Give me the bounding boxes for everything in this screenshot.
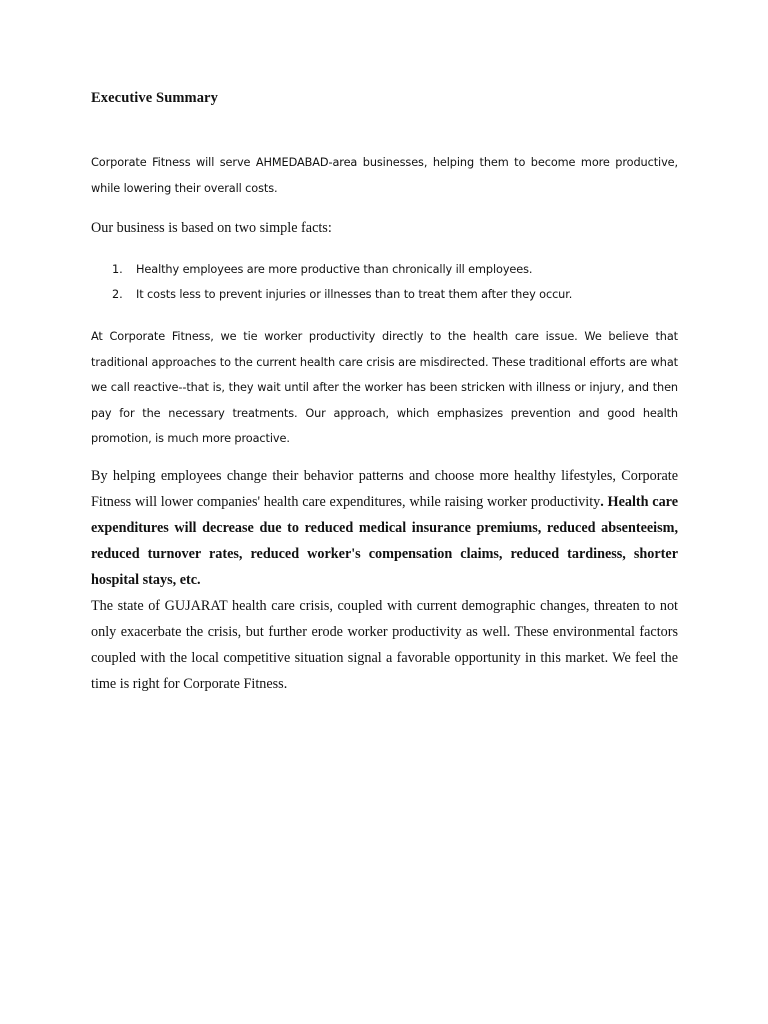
list-item-text: Healthy employees are more productive than chronically ill employees. xyxy=(136,263,533,276)
facts-list xyxy=(91,257,678,307)
benefits-bold-text: . Health care expenditures will decrease due to reduced medical insurance premiums, reduced absenteeism, reduced turnover rates, reduced worker's compensation claims, reduced tardiness, shorter hospital stays, etc. xyxy=(91,494,678,588)
list-item-number: 2. xyxy=(112,288,123,301)
intro-paragraph: Corporate Fitness will serve AHMEDABAD-area businesses, helping them to become more productive, while lowering their overall costs. xyxy=(91,156,678,195)
benefits-paragraph xyxy=(91,463,678,593)
approach-paragraph: At Corporate Fitness, we tie worker productivity directly to the health care issue. We believe that traditional approaches to the current health care crisis are misdirected. These traditional efforts are what we call reactive--that is, they wait until after the worker has been stricken with illness or injury, and then pay for the necessary treatments. Our approach, which emphasizes prevention and good health promotion, is much more proactive. xyxy=(91,330,678,445)
state-paragraph: The state of GUJARAT health care crisis, coupled with current demographic changes, threaten to not only exacerbate the crisis, but further erode worker productivity as well. These environmental factors coupled with the local competitive situation signal a favorable opportunity in this market. We feel the time is right for Corporate Fitness. xyxy=(91,598,678,692)
benefits-regular-text: By helping employees change their behavior patterns and choose more healthy lifestyles, Corporate Fitness will lower companies' health care expenditures, while raising worker productivity xyxy=(91,468,678,510)
list-item xyxy=(91,257,678,282)
list-item-text: It costs less to prevent injuries or illnesses than to treat them after they occur. xyxy=(136,288,573,301)
list-item-number: 1. xyxy=(112,263,123,276)
list-item xyxy=(91,282,678,307)
section-heading: Executive Summary xyxy=(91,90,218,106)
facts-intro-paragraph: Our business is based on two simple facts: xyxy=(91,220,332,236)
